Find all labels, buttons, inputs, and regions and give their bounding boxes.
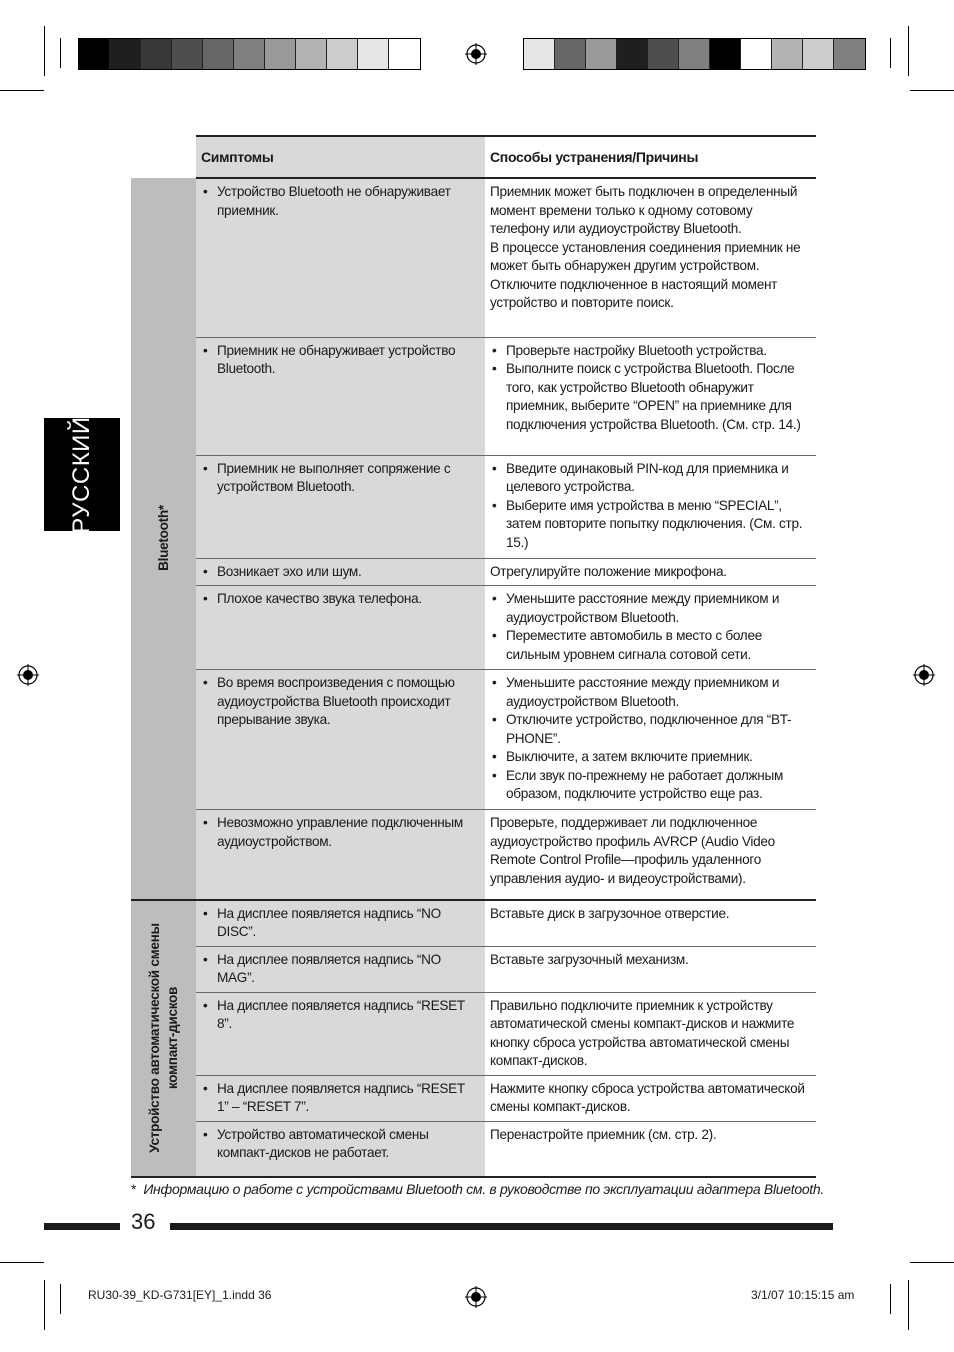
table-row xyxy=(131,558,816,586)
bullet-icon: • xyxy=(203,563,208,579)
crop-mark xyxy=(890,38,891,68)
color-swatch xyxy=(265,39,296,69)
symptom-cell xyxy=(196,900,485,947)
bullet-icon: • xyxy=(203,951,208,967)
remedy-cell xyxy=(485,670,816,810)
symptom-cell xyxy=(196,1075,485,1121)
symptom-cell xyxy=(196,586,485,670)
color-bar-left xyxy=(78,38,421,70)
color-swatch xyxy=(648,39,679,69)
remedy-cell xyxy=(485,586,816,670)
remedy-text: Перенастройте приемник (см. стр. 2). xyxy=(490,1126,717,1142)
remedy-cell xyxy=(485,992,816,1075)
symptom-cell xyxy=(196,992,485,1075)
symptom-text: Невозможно управление подключенным аудиоустройством. xyxy=(217,815,463,849)
bullet-icon: • xyxy=(492,497,497,513)
table-row xyxy=(131,455,816,558)
page-number: 36 xyxy=(131,1209,156,1234)
color-swatch xyxy=(234,39,265,69)
remedy-text: Вставьте загрузочный механизм. xyxy=(490,951,689,967)
header-remedies: Способы устранения/Причины xyxy=(485,136,816,178)
bullet-icon: • xyxy=(492,628,497,643)
crop-mark xyxy=(910,90,954,91)
color-bar-right xyxy=(523,38,866,70)
remedy-cell xyxy=(485,1121,816,1177)
remedy-bullet-item xyxy=(490,460,810,497)
color-swatch xyxy=(586,39,617,69)
registration-mark-icon xyxy=(17,664,39,686)
symptom-text: На дисплее появляется надпись “RESET 8”. xyxy=(217,997,465,1031)
remedy-cell xyxy=(485,810,816,900)
remedy-cell xyxy=(485,455,816,558)
color-swatch xyxy=(358,39,389,69)
registration-mark-icon xyxy=(465,1286,487,1308)
slug-date: 3/1/07 10:15:15 am xyxy=(751,1288,855,1302)
troubleshooting-table xyxy=(131,135,816,1178)
color-swatch xyxy=(803,39,834,69)
symptom-cell xyxy=(196,670,485,810)
registration-mark-icon xyxy=(465,43,487,65)
bullet-icon: • xyxy=(203,1080,208,1096)
crop-mark xyxy=(0,1262,44,1263)
remedy-text: Уменьшите расстояние между приемником и аудиоустройством Bluetooth. xyxy=(506,591,780,625)
remedy-text: Выберите имя устройства в меню “SPECIAL”, затем повторите попытку подключения. (См. стр. 15.) xyxy=(506,497,803,550)
color-swatch xyxy=(141,39,172,69)
color-swatch xyxy=(679,39,710,69)
symptom-cell xyxy=(196,1121,485,1177)
bullet-icon: • xyxy=(203,342,208,358)
remedy-text: Проверьте настройку Bluetooth устройства. xyxy=(506,342,767,358)
color-swatch xyxy=(524,39,555,69)
color-swatch xyxy=(389,39,420,69)
color-swatch xyxy=(110,39,141,69)
footnote-text: Информацию о работе с устройствами Bluetooth см. в руководстве по эксплуатации адаптера Bluetooth. xyxy=(143,1181,824,1197)
table-row xyxy=(131,946,816,992)
symptom-text: На дисплее появляется надпись “NO MAG”. xyxy=(217,951,441,985)
symptom-cell xyxy=(196,558,485,586)
group-label-cell xyxy=(131,900,196,1178)
remedy-text: Отрегулируйте положение микрофона. xyxy=(490,563,727,579)
color-swatch xyxy=(296,39,327,69)
table-row xyxy=(131,586,816,670)
color-swatch xyxy=(172,39,203,69)
bullet-icon: • xyxy=(203,591,208,606)
crop-mark xyxy=(908,26,909,76)
symptom-text: Устройство Bluetooth не обнаруживает приемник. xyxy=(217,184,451,218)
crop-mark xyxy=(60,1284,61,1314)
table-row xyxy=(131,337,816,455)
remedy-text: Выполните поиск с устройства Bluetooth. После того, как устройство Bluetooth обнаружит приемник, выберите “OPEN” на приемнике для подключения устройства Bluetooth. (См. стр. 14.) xyxy=(506,361,801,432)
remedy-bullet-item xyxy=(490,342,810,361)
crop-mark xyxy=(890,1284,891,1314)
symptom-text: На дисплее появляется надпись “RESET 1” – “RESET 7”. xyxy=(217,1080,465,1114)
remedy-text: Приемник может быть подключен в определенный момент времени только к одному сотовому телефону или аудиоустройству Bluetooth. В процессе установления соединения приемник не может быть обнаружен другим устройством. Отключите подключенное в настоящий момент устройство и повторите поиск. xyxy=(490,184,801,310)
remedy-cell xyxy=(485,900,816,947)
table-row xyxy=(131,810,816,900)
bullet-icon: • xyxy=(203,675,208,690)
group-label-cell xyxy=(131,178,196,900)
footnote xyxy=(131,1181,831,1197)
remedy-bullet-item xyxy=(490,497,810,553)
bullet-icon: • xyxy=(492,361,497,376)
color-swatch xyxy=(710,39,741,69)
language-tab xyxy=(44,415,120,534)
remedy-text: Проверьте, поддерживает ли подключенное аудиоустройство профиль AVRCP (Audio Video Remote Control Profile—профиль удаленного управления аудио- и видеоустройствами). xyxy=(490,815,775,886)
symptom-text: Приемник не выполняет сопряжение с устройством Bluetooth. xyxy=(217,460,451,494)
remedy-text: Уменьшите расстояние между приемником и аудиоустройством Bluetooth. xyxy=(506,675,780,709)
remedy-text: Вставьте диск в загрузочное отверстие. xyxy=(490,905,730,921)
bullet-icon: • xyxy=(203,1126,208,1142)
color-swatch xyxy=(555,39,586,69)
remedy-bullet-item xyxy=(490,711,810,748)
page-rule-right xyxy=(170,1223,833,1230)
remedy-bullet-item xyxy=(490,627,810,664)
symptom-text: Возникает эхо или шум. xyxy=(217,563,362,579)
crop-mark xyxy=(44,26,45,76)
remedy-cell xyxy=(485,1075,816,1121)
table-row xyxy=(131,670,816,810)
slug-file: RU30-39_KD-G731[EY]_1.indd 36 xyxy=(88,1288,272,1302)
bullet-icon: • xyxy=(492,460,497,476)
remedy-bullet-item xyxy=(490,748,810,767)
remedy-cell xyxy=(485,946,816,992)
crop-mark xyxy=(44,1280,45,1330)
bullet-icon: • xyxy=(203,184,208,199)
header-symptoms: Симптомы xyxy=(196,136,485,178)
bullet-icon: • xyxy=(203,815,208,830)
remedy-text: Введите одинаковый PIN-код для приемника и целевого устройства. xyxy=(506,460,789,494)
bullet-icon: • xyxy=(203,905,208,921)
color-swatch xyxy=(772,39,803,69)
remedy-cell xyxy=(485,178,816,337)
remedy-text: Переместите автомобиль в место с более сильным уровнем сигнала сотовой сети. xyxy=(506,628,762,662)
table-row xyxy=(131,1121,816,1177)
color-swatch xyxy=(834,39,865,69)
crop-mark xyxy=(60,38,61,68)
symptom-text: Приемник не обнаруживает устройство Bluetooth. xyxy=(217,342,456,376)
symptom-text: Во время воспроизведения с помощью аудиоустройства Bluetooth происходит прерывание звука. xyxy=(217,675,455,727)
page-rule-left xyxy=(44,1223,120,1230)
remedy-text: Выключите, а затем включите приемник. xyxy=(506,749,753,764)
symptom-cell xyxy=(196,946,485,992)
color-swatch xyxy=(79,39,110,69)
table-row xyxy=(131,900,816,947)
table-row xyxy=(131,1075,816,1121)
bullet-icon: • xyxy=(492,591,497,606)
language-tab-label: РУССКИЙ xyxy=(68,415,95,534)
color-swatch xyxy=(741,39,772,69)
group-label-line: Устройство автоматической смены xyxy=(146,923,162,1154)
symptom-cell xyxy=(196,337,485,455)
symptom-text: Плохое качество звука телефона. xyxy=(217,591,422,606)
color-swatch xyxy=(327,39,358,69)
symptom-cell xyxy=(196,455,485,558)
color-swatch xyxy=(203,39,234,69)
remedy-bullet-item xyxy=(490,674,810,711)
registration-mark-icon xyxy=(913,664,935,686)
remedy-bullet-item xyxy=(490,360,810,434)
group-label-line: компакт-дисков xyxy=(164,987,180,1090)
symptom-cell xyxy=(196,810,485,900)
remedy-cell xyxy=(485,558,816,586)
bullet-icon: • xyxy=(492,675,497,690)
crop-mark xyxy=(0,90,44,91)
bullet-icon: • xyxy=(203,460,208,476)
symptom-text: На дисплее появляется надпись “NO DISC”. xyxy=(217,905,441,939)
table-row xyxy=(131,178,816,337)
footnote-mark: * xyxy=(131,1181,137,1197)
bullet-icon: • xyxy=(492,712,497,727)
bullet-icon: • xyxy=(492,342,497,358)
remedy-text: Если звук по-прежнему не работает должным образом, подключите устройство еще раз. xyxy=(506,767,783,801)
bullet-icon: • xyxy=(492,749,497,764)
bullet-icon: • xyxy=(492,767,497,783)
symptom-text: Устройство автоматической смены компакт-дисков не работает. xyxy=(217,1126,429,1160)
symptom-cell xyxy=(196,178,485,337)
header-blank xyxy=(131,136,196,178)
group-label xyxy=(146,923,182,1153)
group-label: Bluetooth* xyxy=(155,505,171,572)
bullet-icon: • xyxy=(203,997,208,1013)
crop-mark xyxy=(910,1262,954,1263)
remedy-cell xyxy=(485,337,816,455)
remedy-text: Отключите устройство, подключенное для “BT-PHONE”. xyxy=(506,712,792,746)
color-swatch xyxy=(617,39,648,69)
remedy-bullet-item xyxy=(490,590,810,627)
remedy-bullet-item xyxy=(490,767,810,804)
crop-mark xyxy=(908,1280,909,1330)
table-row xyxy=(131,992,816,1075)
remedy-text: Правильно подключите приемник к устройству автоматической смены компакт-дисков и нажмите кнопку сброса устройства автоматической смены компакт-дисков. xyxy=(490,997,795,1068)
table-header-row xyxy=(131,136,816,178)
remedy-text: Нажмите кнопку сброса устройства автоматической смены компакт-дисков. xyxy=(490,1080,805,1114)
